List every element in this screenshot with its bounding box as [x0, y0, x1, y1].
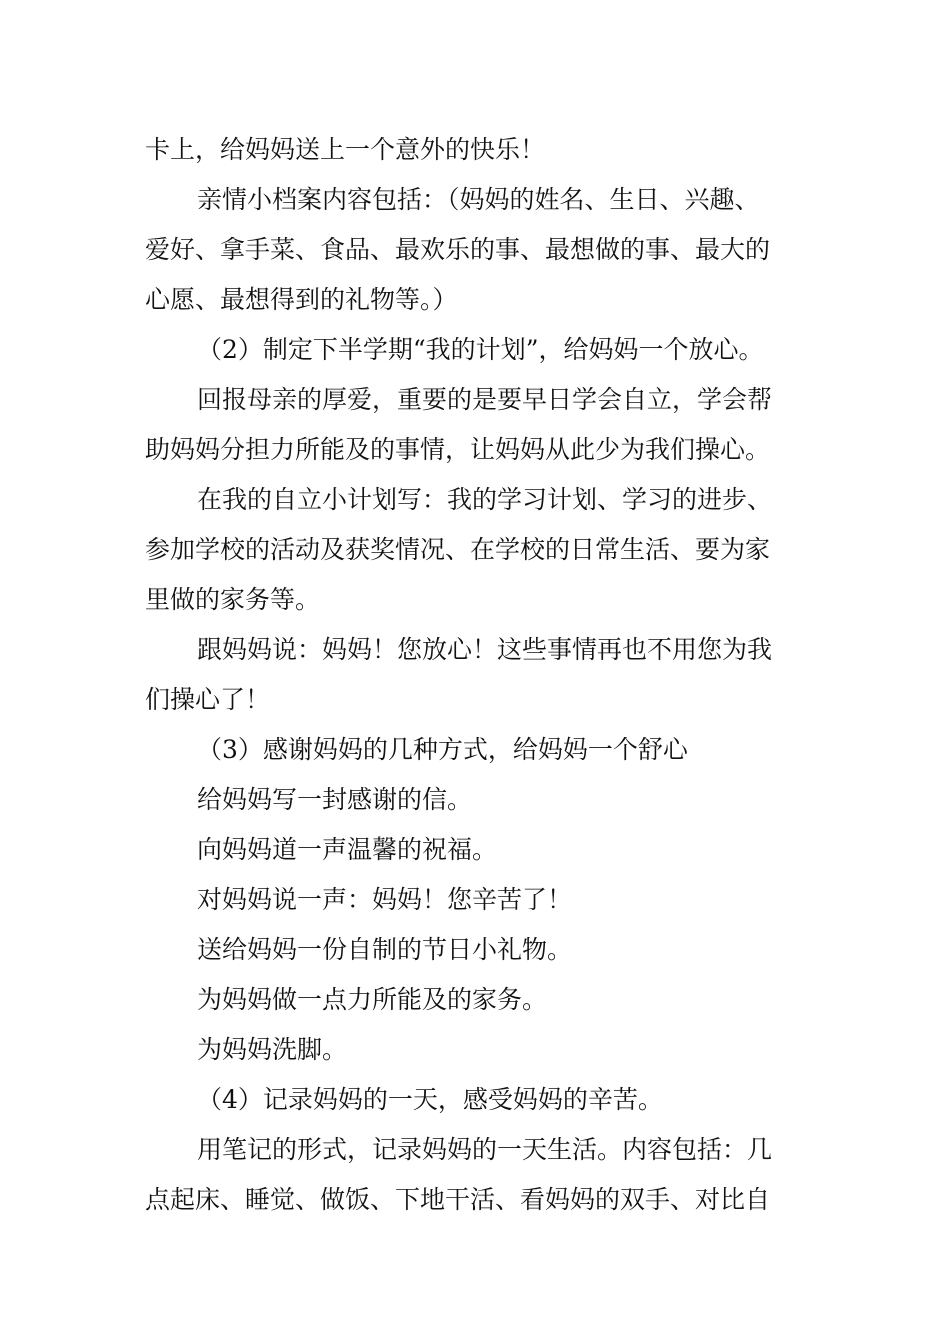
text-line: 送给妈妈一份自制的节日小礼物。: [197, 935, 573, 964]
text-line: （3）感谢妈妈的几种方式，给妈妈一个舒心: [197, 735, 688, 764]
text-line: 亲情小档案内容包括：（妈妈的姓名、生日、兴趣、: [197, 185, 760, 214]
text-line: （2）制定下半学期“我的计划”，给妈妈一个放心。: [197, 335, 764, 364]
text-line: 心愿、最想得到的礼物等。）: [145, 285, 458, 314]
text-line: 跟妈妈说：妈妈！您放心！这些事情再也不用您为我: [197, 635, 773, 664]
text-line: 为妈妈做一点力所能及的家务。: [197, 985, 548, 1014]
text-line: 点起床、睡觉、做饭、下地干活、看妈妈的双手、对比自: [145, 1185, 771, 1214]
text-line: （4）记录妈妈的一天，感受妈妈的辛苦。: [197, 1085, 663, 1114]
text-line: 爱好、拿手菜、食品、最欢乐的事、最想做的事、最大的: [145, 235, 771, 264]
text-line: 向妈妈道一声温馨的祝福。: [197, 835, 498, 864]
text-line: 用笔记的形式，记录妈妈的一天生活。内容包括：几: [197, 1135, 773, 1164]
text-line: 对妈妈说一声：妈妈！您辛苦了！: [197, 885, 573, 914]
text-line: 们操心了！: [145, 685, 271, 714]
text-line: 回报母亲的厚爱，重要的是要早日学会自立，学会帮: [197, 385, 773, 414]
text-line: 助妈妈分担力所能及的事情，让妈妈从此少为我们操心。: [145, 435, 771, 464]
text-line: 为妈妈洗脚。: [197, 1035, 348, 1064]
text-line: 参加学校的活动及获奖情况、在学校的日常生活、要为家: [145, 535, 771, 564]
text-line: 在我的自立小计划写：我的学习计划、学习的进步、: [197, 485, 773, 514]
text-line: 卡上，给妈妈送上一个意外的快乐！: [145, 135, 546, 164]
text-line: 给妈妈写一封感谢的信。: [197, 785, 473, 814]
text-line: 里做的家务等。: [145, 585, 321, 614]
